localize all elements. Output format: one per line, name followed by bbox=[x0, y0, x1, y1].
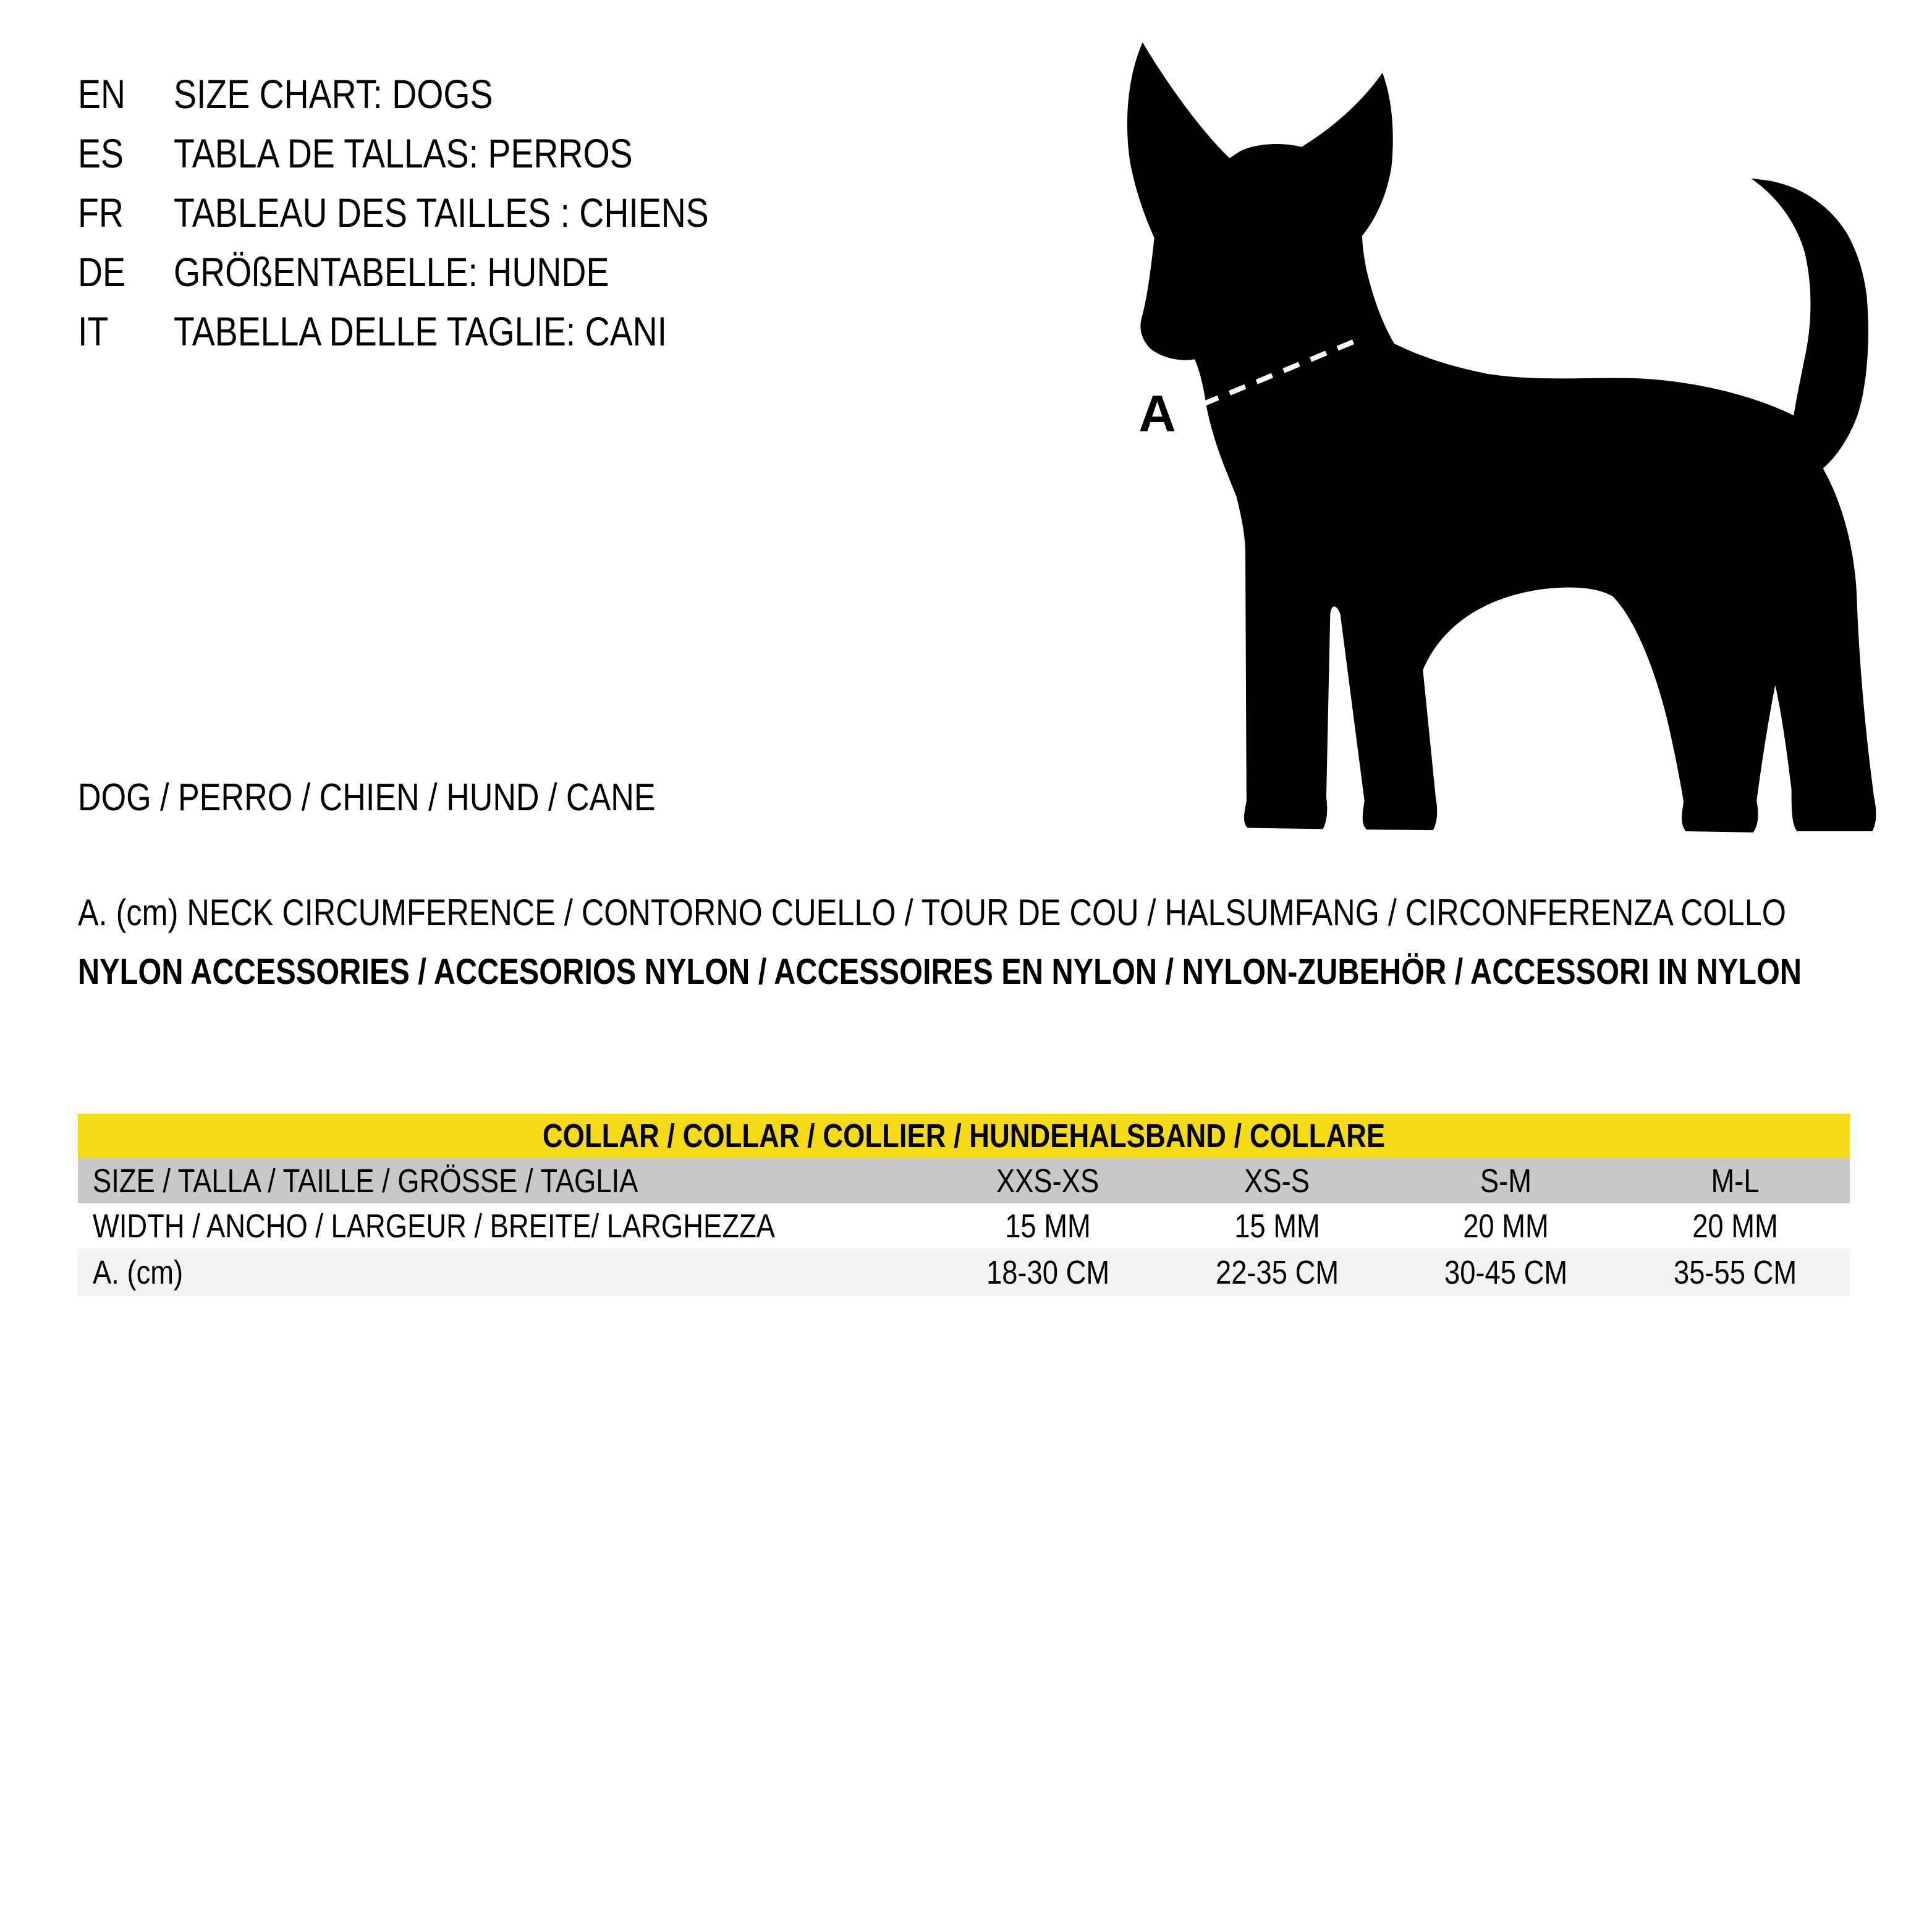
size-value: S-M bbox=[1480, 1162, 1532, 1200]
material-note bbox=[78, 951, 1932, 993]
neck-value: 22-35 CM bbox=[1215, 1253, 1339, 1291]
language-code: EN bbox=[78, 71, 126, 117]
measurement-note-text: A. (cm) NECK CIRCUMFERENCE / CONTORNO CUELLO / TOUR DE COU / HALSUMFANG / CIRCONFERENZA COLLO bbox=[78, 891, 1786, 933]
neck-value: 35-55 CM bbox=[1674, 1253, 1797, 1291]
width-value: 15 MM bbox=[1005, 1207, 1091, 1245]
page-title-es: TABLA DE TALLAS: PERROS bbox=[174, 130, 633, 176]
language-code: FR bbox=[78, 190, 124, 235]
table-row-size bbox=[78, 1158, 1850, 1203]
language-row-es bbox=[78, 124, 811, 183]
row-label-neck: A. (cm) bbox=[93, 1253, 184, 1291]
dog-silhouette-figure bbox=[1072, 15, 1932, 881]
width-value: 15 MM bbox=[1234, 1207, 1320, 1245]
table-row-width bbox=[78, 1203, 1850, 1248]
language-code: ES bbox=[78, 130, 124, 176]
measurement-note bbox=[78, 891, 1932, 933]
figure-caption-text: DOG / PERRO / CHIEN / HUND / CANE bbox=[78, 776, 656, 819]
page-title-fr: TABLEAU DES TAILLES : CHIENS bbox=[174, 190, 709, 235]
collar-size-table bbox=[78, 1114, 1850, 1296]
language-row-it bbox=[78, 302, 811, 361]
size-value: XXS-XS bbox=[996, 1162, 1099, 1200]
language-row-de bbox=[78, 242, 811, 302]
row-label-width: WIDTH / ANCHO / LARGEUR / BREITE/ LARGHEZZA bbox=[93, 1207, 775, 1245]
language-row-en bbox=[78, 64, 811, 124]
table-title-row bbox=[78, 1114, 1850, 1158]
page-title: SIZE CHART: DOGS bbox=[174, 71, 493, 117]
size-value: M-L bbox=[1711, 1162, 1760, 1200]
row-label-size: SIZE / TALLA / TAILLE / GRÖSSE / TAGLIA bbox=[93, 1162, 638, 1200]
figure-caption bbox=[78, 775, 766, 820]
language-code: DE bbox=[78, 249, 126, 295]
neck-value: 18-30 CM bbox=[986, 1253, 1109, 1291]
language-title-list bbox=[78, 64, 811, 361]
width-value: 20 MM bbox=[1463, 1207, 1549, 1245]
language-row-fr bbox=[78, 183, 811, 242]
material-note-text: NYLON ACCESSORIES / ACCESORIOS NYLON / ACCESSOIRES EN NYLON / NYLON-ZUBEHÖR / ACCESSORI IN NYLON bbox=[78, 951, 1802, 992]
table-title: COLLAR / COLLAR / COLLIER / HUNDEHALSBAND / COLLARE bbox=[542, 1117, 1386, 1155]
size-value: XS-S bbox=[1244, 1162, 1310, 1200]
table-row-neck bbox=[78, 1248, 1850, 1296]
width-value: 20 MM bbox=[1692, 1207, 1778, 1245]
language-code: IT bbox=[78, 308, 109, 354]
dog-silhouette bbox=[1127, 43, 1876, 833]
neck-value: 30-45 CM bbox=[1444, 1253, 1568, 1291]
page-title-it: TABELLA DELLE TAGLIE: CANI bbox=[174, 308, 667, 354]
measurement-label-a: A bbox=[1138, 384, 1176, 443]
page-title-de: GRÖßENTABELLE: HUNDE bbox=[174, 249, 609, 295]
